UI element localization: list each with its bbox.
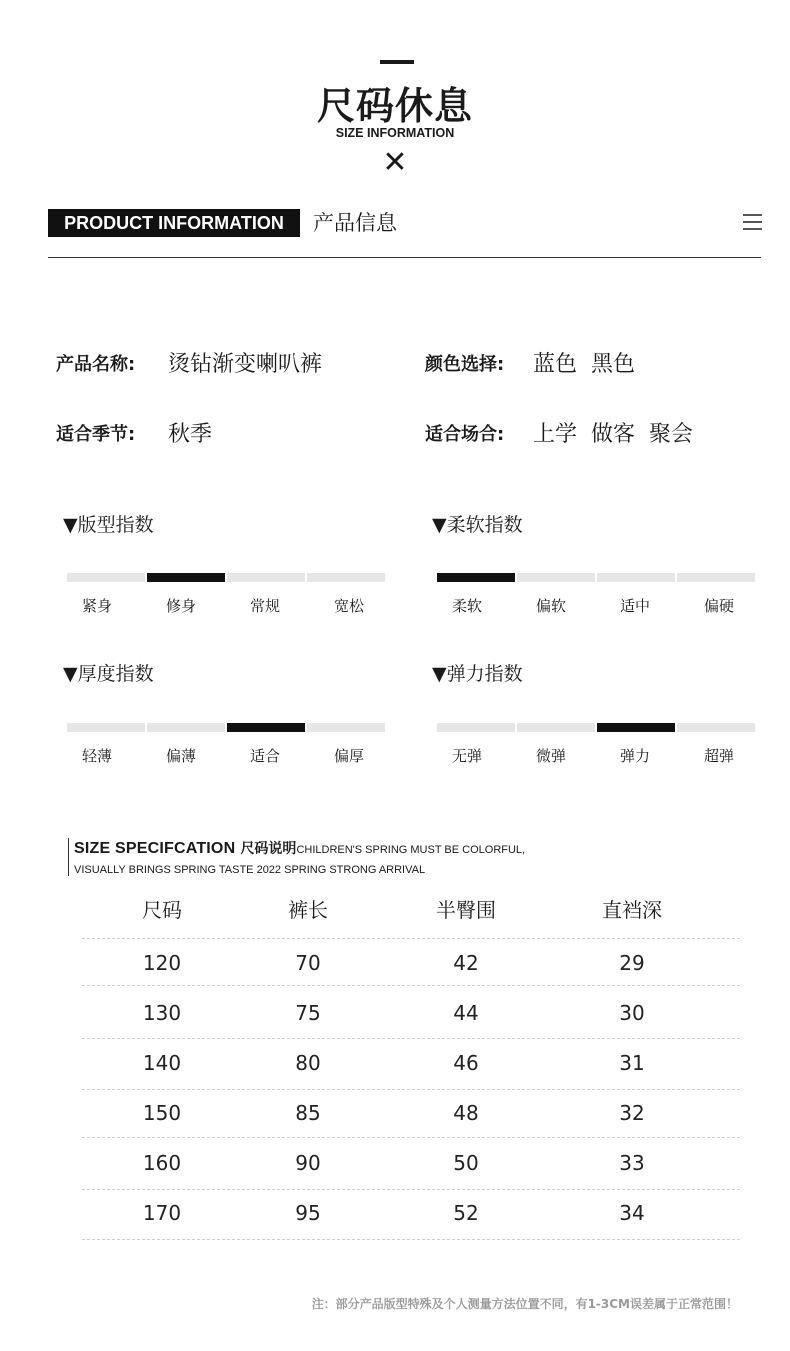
- fit-index-title: ▼版型指数: [63, 514, 154, 536]
- elasticity-index-option: 超弹: [703, 747, 734, 765]
- table-cell: 42: [453, 951, 479, 975]
- color-value: 蓝色 黑色: [533, 352, 635, 377]
- spec-description-1: CHILDREN'S SPRING MUST BE COLORFUL,: [296, 844, 526, 856]
- table-header-cell: 裤长: [288, 898, 328, 922]
- table-cell: 50: [453, 1151, 479, 1175]
- thickness-index-option: 偏薄: [165, 747, 196, 765]
- product-name-label: 产品名称:: [56, 354, 136, 375]
- elasticity-index-segment: [437, 723, 515, 732]
- table-cell: 29: [619, 951, 645, 975]
- table-cell: 30: [619, 1001, 645, 1025]
- thickness-index-title: ▼厚度指数: [63, 663, 154, 685]
- softness-index-option: 适中: [619, 597, 650, 615]
- thickness-index-option: 适合: [249, 747, 280, 765]
- table-cell: 160: [142, 1151, 182, 1175]
- page-subtitle: SIZE INFORMATION: [335, 126, 455, 140]
- table-cell: 140: [142, 1051, 182, 1075]
- elasticity-index-segment-selected: [597, 723, 675, 732]
- thickness-index-option: 轻薄: [81, 747, 112, 765]
- color-label: 颜色选择:: [425, 354, 505, 375]
- elasticity-index-option: 微弹: [535, 747, 566, 765]
- table-cell: 75: [295, 1001, 321, 1025]
- elasticity-index-segment: [677, 723, 755, 732]
- table-cell: 95: [295, 1201, 321, 1225]
- table-cell: 31: [619, 1051, 645, 1075]
- spec-description-2: VISUALLY BRINGS SPRING TASTE 2022 SPRING STRONG ARRIVAL: [74, 864, 426, 876]
- title-dash: [380, 60, 414, 64]
- table-header-cell: 半臀围: [436, 898, 496, 922]
- table-cell: 90: [295, 1151, 321, 1175]
- table-cell: 52: [453, 1201, 479, 1225]
- spec-title-en: SIZE SPECIFCATION: [74, 840, 236, 857]
- softness-index-option: 柔软: [451, 597, 482, 615]
- product-information-title: 产品信息: [313, 211, 397, 235]
- fit-index-option: 宽松: [333, 597, 364, 615]
- elasticity-index-option: 无弹: [451, 747, 482, 765]
- table-row-divider: [82, 985, 740, 986]
- table-cell: 34: [619, 1201, 645, 1225]
- table-cell: 120: [142, 951, 182, 975]
- elasticity-index-segment: [517, 723, 595, 732]
- table-row-divider: [82, 1239, 740, 1240]
- thickness-index-segment: [67, 723, 145, 732]
- table-row-divider: [82, 1038, 740, 1039]
- product-name-value: 烫钻渐变喇叭裤: [168, 352, 323, 377]
- table-row-divider: [82, 938, 740, 939]
- elasticity-index-title: ▼弹力指数: [432, 663, 523, 685]
- table-header-cell: 尺码: [142, 898, 182, 922]
- softness-index-segment: [597, 573, 675, 582]
- table-row-divider: [82, 1089, 740, 1090]
- season-value: 秋季: [168, 422, 213, 447]
- table-cell: 44: [453, 1001, 479, 1025]
- occasion-label: 适合场合:: [425, 424, 505, 445]
- spec-title-cn: 尺码说明: [240, 841, 297, 857]
- fit-index-option: 修身: [165, 597, 196, 615]
- fit-index-segment: [67, 573, 145, 582]
- spec-accent-bar: [68, 838, 69, 876]
- table-cell: 150: [142, 1101, 182, 1125]
- softness-index-option: 偏硬: [703, 597, 734, 615]
- thickness-index-segment-selected: [227, 723, 305, 732]
- fit-index-option: 紧身: [81, 597, 112, 615]
- product-information-badge: PRODUCT INFORMATION: [48, 209, 300, 237]
- thickness-index-segment: [307, 723, 385, 732]
- table-cell: 46: [453, 1051, 479, 1075]
- table-cell: 85: [295, 1101, 321, 1125]
- table-cell: 170: [142, 1201, 182, 1225]
- table-cell: 32: [619, 1101, 645, 1125]
- fit-index-segment: [227, 573, 305, 582]
- table-cell: 130: [142, 1001, 182, 1025]
- fit-index-segment: [307, 573, 385, 582]
- menu-icon[interactable]: [743, 214, 762, 231]
- softness-index-segment: [677, 573, 755, 582]
- table-cell: 80: [295, 1051, 321, 1075]
- softness-index-segment: [517, 573, 595, 582]
- occasion-value: 上学 做客 聚会: [533, 422, 693, 447]
- table-row-divider: [82, 1137, 740, 1138]
- thickness-index-option: 偏厚: [333, 747, 364, 765]
- footnote: 注：部分产品版型特殊及个人测量方法位置不同，有1-3CM误差属于正常范围！: [311, 1297, 738, 1311]
- header-divider: [48, 257, 761, 258]
- cross-icon: ✕: [382, 145, 408, 180]
- table-row-divider: [82, 1189, 740, 1190]
- thickness-index-segment: [147, 723, 225, 732]
- softness-index-title: ▼柔软指数: [432, 514, 523, 536]
- fit-index-option: 常规: [249, 597, 280, 615]
- elasticity-index-option: 弹力: [619, 747, 650, 765]
- fit-index-segment-selected: [147, 573, 225, 582]
- table-header-cell: 直裆深: [602, 898, 662, 922]
- softness-index-option: 偏软: [535, 597, 566, 615]
- table-cell: 48: [453, 1101, 479, 1125]
- softness-index-segment-selected: [437, 573, 515, 582]
- season-label: 适合季节:: [56, 424, 136, 445]
- table-cell: 70: [295, 951, 321, 975]
- table-cell: 33: [619, 1151, 645, 1175]
- page-title: 尺码休息: [316, 84, 473, 128]
- spec-heading: [74, 838, 525, 860]
